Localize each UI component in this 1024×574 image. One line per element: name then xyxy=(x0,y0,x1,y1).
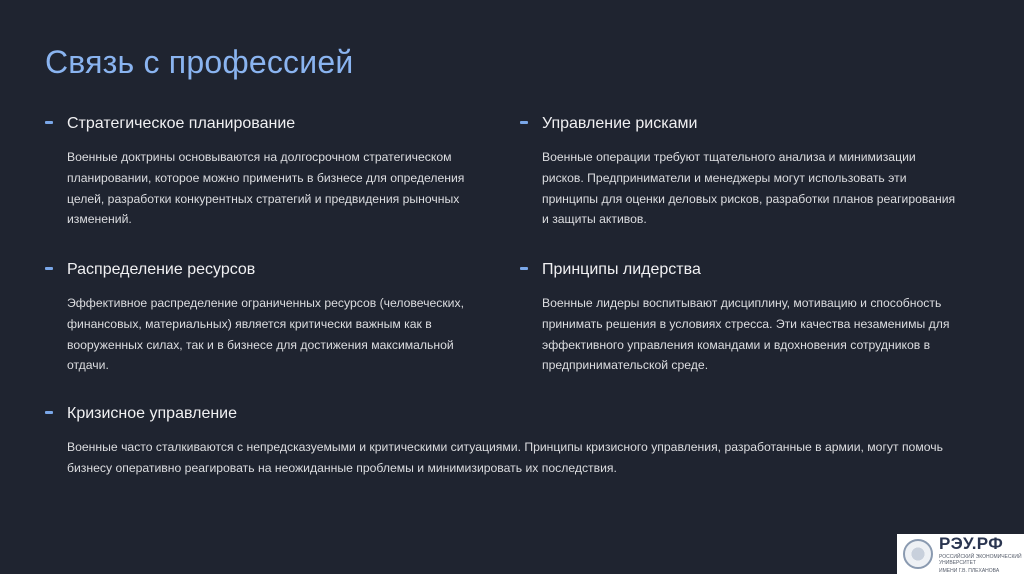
item-title: Принципы лидерства xyxy=(542,261,701,278)
bullet-icon xyxy=(45,411,53,414)
logo-subtitle: РОССИЙСКИЙ ЭКОНОМИЧЕСКИЙ УНИВЕРСИТЕТ xyxy=(939,553,1022,566)
university-logo xyxy=(897,534,1024,574)
item-text: Военные операции требуют тщательного анализа и минимизации рисков. Предприниматели и менеджеры могут использовать эти принципы для оценки деловых рисков, разработки планов реагирования и защиты активов. xyxy=(542,150,956,227)
item-text: Эффективное распределение ограниченных ресурсов (человеческих, финансовых, материальных) является критически важным как в вооруженных силах, так и в бизнесе для достижения максимальной отдачи. xyxy=(67,296,464,373)
item-strategic-planning xyxy=(45,112,485,230)
logo-subtitle-2: ИМЕНИ Г.В. ПЛЕХАНОВА xyxy=(939,567,1000,574)
bullet-icon xyxy=(520,267,528,270)
item-resource-allocation xyxy=(45,258,485,376)
item-title: Стратегическое планирование xyxy=(67,115,296,132)
item-title: Распределение ресурсов xyxy=(67,261,256,278)
item-risk-management xyxy=(520,112,960,230)
item-leadership xyxy=(520,258,960,376)
item-text: Военные лидеры воспитывают дисциплину, мотивацию и способность принимать решения в условиях стресса. Эти качества незаменимы для эффективного управления командами и вдохновения сотрудников в предпринимательской среде. xyxy=(542,296,950,373)
item-text: Военные часто сталкиваются с непредсказуемыми и критическими ситуациями. Принципы кризисного управления, разработанные в армии, могут помочь бизнесу оперативно реагировать на неожиданные проблемы и минимизировать их последствия. xyxy=(67,440,943,475)
item-crisis-management xyxy=(45,402,965,479)
bullet-icon xyxy=(520,121,528,124)
slide-title: Связь с профессией xyxy=(45,44,354,80)
bullet-icon xyxy=(45,121,53,124)
item-title: Кризисное управление xyxy=(67,405,238,422)
seal-icon xyxy=(903,539,933,569)
bullet-icon xyxy=(45,267,53,270)
logo-title: РЭУ.РФ xyxy=(939,533,1004,553)
item-title: Управление рисками xyxy=(542,115,698,132)
item-text: Военные доктрины основываются на долгосрочном стратегическом планировании, которое можно применить в бизнесе для определения целей, разработки конкурентных стратегий и предвидения рыночных изменений. xyxy=(67,150,465,227)
